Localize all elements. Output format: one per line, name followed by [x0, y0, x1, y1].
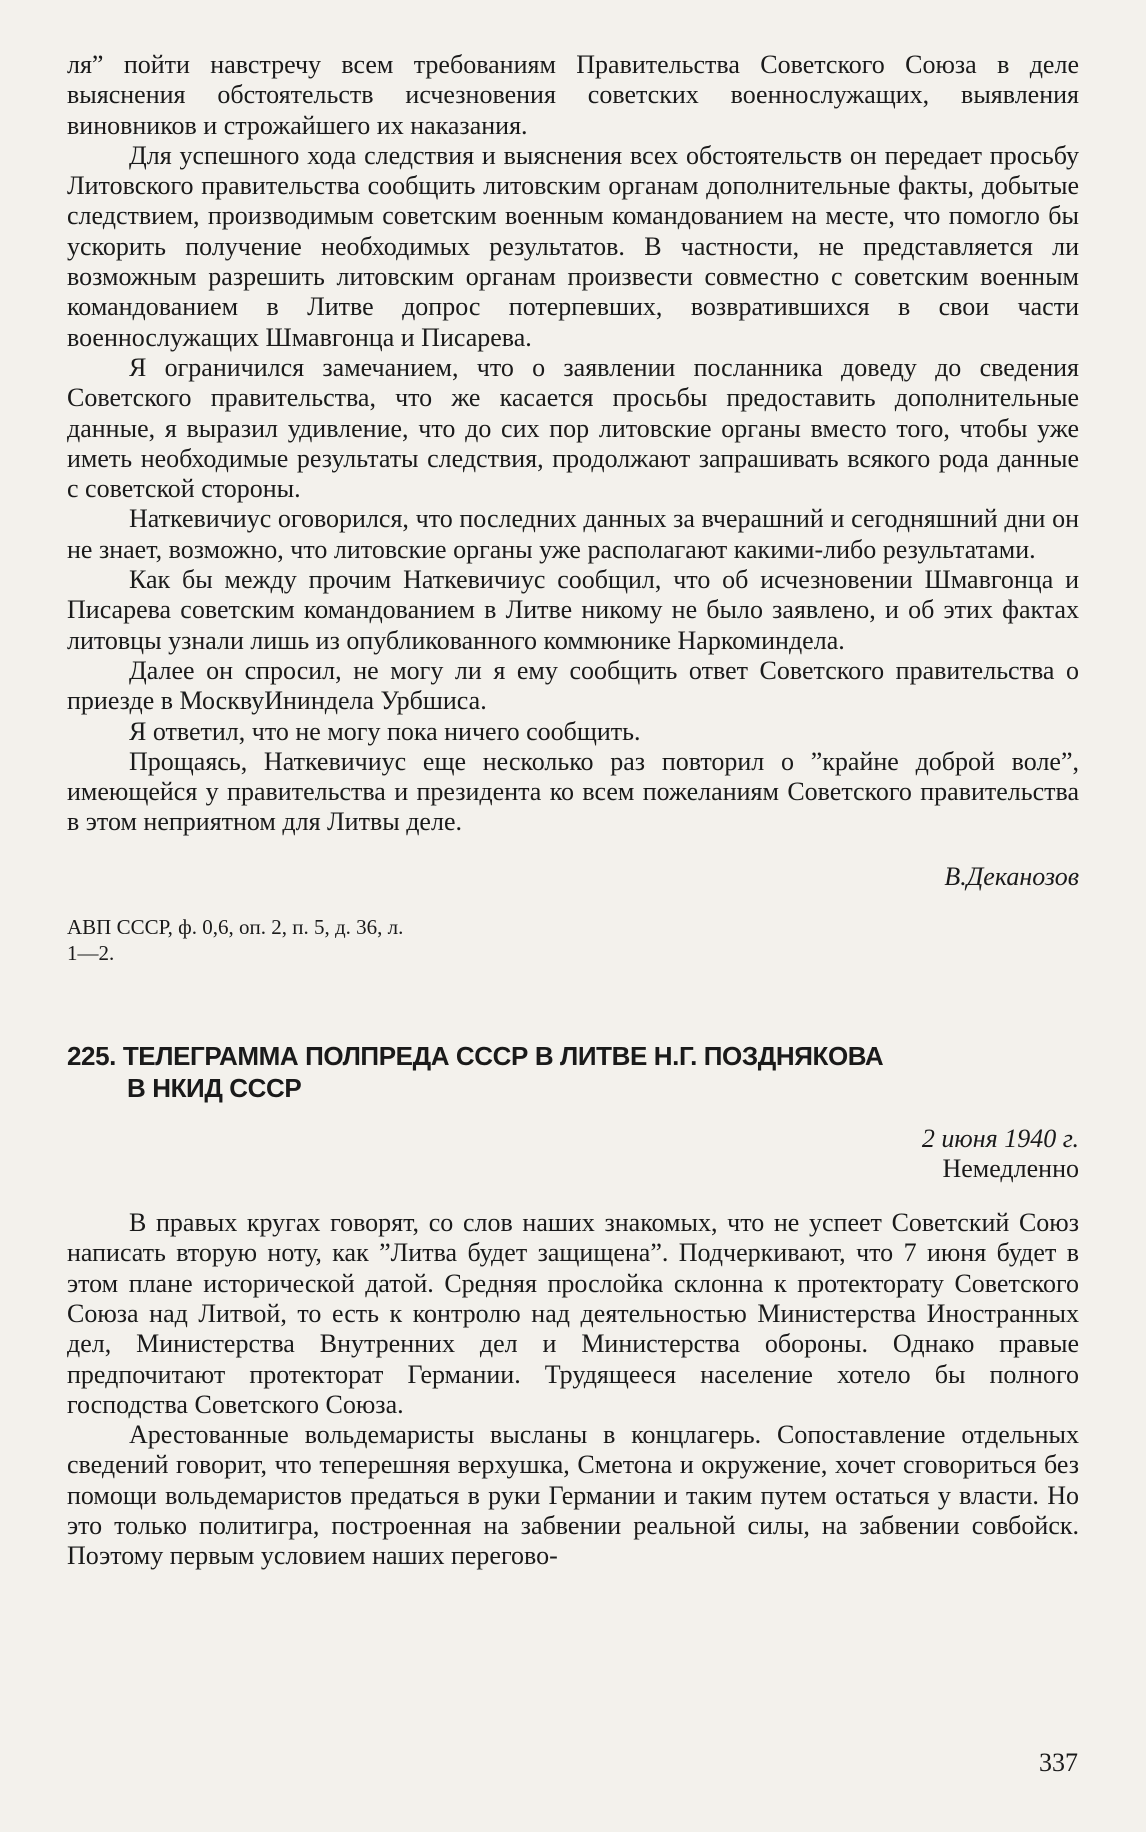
document-heading	[67, 1040, 1079, 1104]
heading-line-2: В НКИД СССР	[127, 1073, 302, 1104]
paragraph: Прощаясь, Наткевичиус еще несколько раз повторил о ”крайне доброй воле”, имеющейся у правительства и президента ко всем пожеланиям Советского правительства в этом неприятном для Литвы деле.	[67, 746, 1079, 837]
paragraph: Для успешного хода следствия и выяснения всех обстоятельств он передает просьбу Литовского правительства сообщить литовским органам дополнительные факты, добытые следствием, производимым советским военным командованием на месте, что помогло бы ускорить получение необходимых результатов. В частности, не представляется ли возможным разрешить литовским органам произвести совместно с советским военным командованием в Литве допрос потерпевших, возвратившихся в свои части военнослужащих Шмавгонца и Писарева.	[67, 140, 1079, 352]
paragraph: Далее он спросил, не могу ли я ему сообщить ответ Советского правительства о приезде в МосквуИниндела Урбшиса.	[67, 655, 1079, 716]
paragraph: Как бы между прочим Наткевичиус сообщил, что об исчезновении Шмавгонца и Писарева советским командованием в Литве никому не было заявлено, и об этих фактах литовцы узнали лишь из опубликованного коммюнике Наркоминдела.	[67, 565, 1079, 655]
paragraph-continuation: ля” пойти навстречу всем требованиям Правительства Советского Союза в деле выяснения обстоятельств исчезновения советских военнослужащих, выявления виновников и строжайшего их наказания.	[67, 50, 1079, 140]
page-number: 337	[1039, 1748, 1078, 1777]
paragraph: В правых кругах говорят, со слов наших знакомых, что не успеет Советский Союз написать вторую ноту, как ”Литва будет защищена”. Подчеркивают, что 7 июня будет в этом плане исторической датой. Средняя прослойка склонна к протекторату Советского Союза над Литвой, то есть к контролю над деятельностью Министерства Иностранных дел, Министерства Внутренних дел и Министерства обороны. Однако правые предпочитают протекторат Германии. Трудящееся население хотело бы полного господства Советского Союза.	[67, 1208, 1079, 1419]
document-date: 2 июня 1940 г.	[921, 1124, 1079, 1154]
heading-line-1: 225. ТЕЛЕГРАММА ПОЛПРЕДА СССР В ЛИТВЕ Н.Г. ПОЗДНЯКОВА	[67, 1041, 884, 1072]
archive-reference: АВП СССР, ф. 0,6, оп. 2, п. 5, д. 36, л. 1—2.	[67, 915, 404, 966]
paragraph: Арестованные вольдемаристы высланы в концлагерь. Сопоставление отдельных сведений говорит, что теперешняя верхушка, Сметона и окружение, хочет сговориться без помощи вольдемаристов предаться в руки Германии и таким путем остаться у власти. Но это только политигра, построенная на забвении реальной силы, на забвении совбойск. Поэтому первым условием наших перегово-	[67, 1420, 1079, 1571]
dateline	[67, 1124, 1079, 1184]
urgency-label: Немедленно	[942, 1154, 1079, 1184]
document-page	[67, 50, 1079, 1572]
paragraph: Я ответил, что не могу пока ничего сообщить.	[129, 716, 641, 746]
signature: В.Деканозов	[944, 861, 1079, 891]
paragraph: Я ограничился замечанием, что о заявлении посланника доведу до сведения Советского правительства, что же касается просьбы предоставить дополнительные данные, я выразил удивление, что до сих пор литовские органы вместо того, чтобы уже иметь необходимые результаты следствия, продолжают запрашивать всякого рода данные с советской стороны.	[67, 352, 1079, 504]
paragraph: Наткевичиус оговорился, что последних данных за вчерашний и сегодняшний дни он не знает, возможно, что литовские органы уже располагают какими-либо результатами.	[67, 504, 1079, 564]
